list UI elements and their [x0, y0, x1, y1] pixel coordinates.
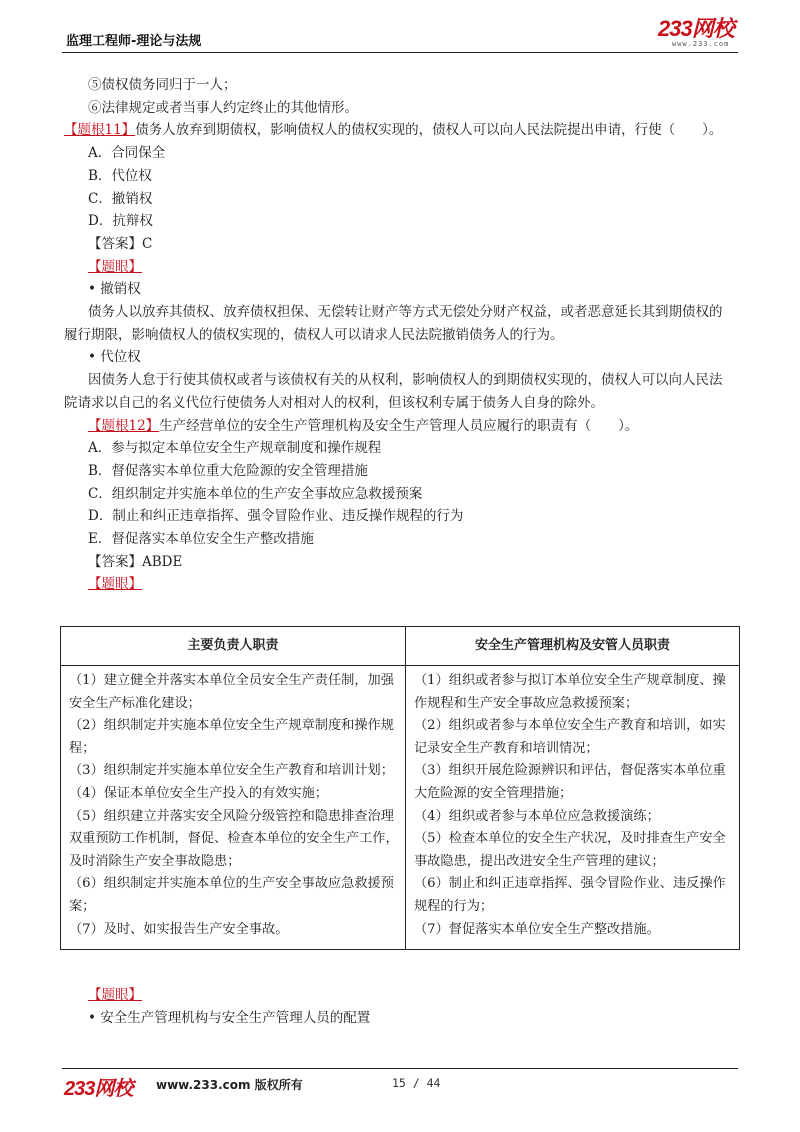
bullet-item: • 代位权 — [88, 346, 728, 369]
question-tag: 【题根12】 — [88, 417, 160, 434]
explanation-paragraph: 因债务人怠于行使其债权或者与该债权有关的从权利，影响债权人的到期债权实现的，债权人可以向人民法院请求以自己的名义代位行使债务人对相对人的权利，但该权利专属于债务人自身的除外。 — [64, 372, 723, 411]
duty-item: （2）组织制定并实施本单位安全生产规章制度和操作规程； — [69, 718, 394, 756]
question-text: 债务人放弃到期债权，影响债权人的债权实现的，债权人可以向人民法院提出申请，行使（ ）。 — [135, 122, 723, 139]
option-item: A．参与拟定本单位安全生产规章制度和操作规程 — [88, 440, 382, 457]
duty-item: （3）组织制定并实施本单位安全生产教育和培训计划； — [69, 763, 394, 779]
explanation-paragraph: 债务人以放弃其债权、放弃债权担保、无偿转让财产等方式无偿处分财产权益，或者恶意延长其到期债权的履行期限，影响债权人的债权实现的，债权人可以请求人民法院撤销债务人的行为。 — [64, 304, 723, 343]
footer-logo: 233网校 — [64, 1078, 133, 1100]
option-item: C．组织制定并实施本单位的生产安全事故应急救援预案 — [88, 485, 423, 502]
duty-item: （6）组织制定并实施本单位的生产安全事故应急救援预案； — [69, 876, 394, 914]
document-header-title: 监理工程师-理论与法规 — [66, 34, 202, 49]
option-item: C．撤销权 — [88, 190, 153, 207]
eye-tag: 【题眼】 — [88, 576, 142, 593]
page-number: 15 / 44 — [392, 1076, 441, 1090]
bullet-item: • 撤销权 — [88, 278, 728, 301]
duty-comparison-table — [60, 626, 740, 950]
duty-item: （3）组织开展危险源辨识和评估，督促落实本单位重大危险源的安全管理措施； — [414, 763, 726, 801]
option-item: B．代位权 — [88, 167, 152, 184]
duty-item: （4）组织或者参与本单位应急救援演练； — [414, 808, 660, 824]
logo-url: www.233.com — [672, 40, 730, 48]
question-11 — [64, 119, 728, 142]
eye-tag: 【题眼】 — [88, 987, 142, 1003]
table-header-row — [61, 627, 740, 666]
question-tag: 【题根11】 — [64, 122, 136, 139]
table-header-cell: 主要负责人职责 — [61, 627, 406, 666]
page-content — [64, 74, 728, 596]
duty-item: （2）组织或者参与本单位安全生产教育和培训，如实记录安全生产教育和培训情况； — [414, 718, 726, 756]
list-item: ⑥法律规定或者当事人约定终止的其他情形。 — [88, 99, 358, 116]
header-divider — [62, 52, 738, 53]
footer-copyright: www.233.com 版权所有 — [156, 1078, 303, 1092]
option-item: A．合同保全 — [88, 145, 166, 162]
list-item: ⑤债权债务同归于一人； — [88, 77, 237, 93]
table-cell-left — [61, 666, 406, 950]
duty-item: （1）组织或者参与拟订本单位安全生产规章制度、操作规程和生产安全事故应急救援预案； — [414, 673, 726, 711]
duty-item: （7）督促落实本单位安全生产整改措施。 — [414, 921, 660, 937]
table-header-cell: 安全生产管理机构及安管人员职责 — [406, 627, 740, 666]
table-cell-right — [406, 666, 740, 950]
question-text: 生产经营单位的安全生产管理机构及安全生产管理人员应履行的职责有（ ）。 — [159, 417, 639, 434]
option-item: D．抗辩权 — [88, 213, 153, 230]
duty-item: （5）检查本单位的安全生产状况，及时排查生产安全事故隐患，提出改进安全生产管理的建议； — [414, 831, 726, 869]
answer-text: 【答案】C — [88, 235, 153, 252]
closing-section — [88, 984, 728, 1029]
logo-text: 233网校 — [658, 16, 734, 41]
option-item: B．督促落实本单位重大危险源的安全管理措施 — [88, 462, 368, 479]
option-item: E．督促落实本单位安全生产整改措施 — [88, 531, 314, 548]
option-item: D．制止和纠正违章指挥、强令冒险作业、违反操作规程的行为 — [88, 508, 464, 525]
bullet-item: • 安全生产管理机构与安全生产管理人员的配置 — [88, 1007, 728, 1030]
table-row — [61, 666, 740, 950]
answer-text: 【答案】ABDE — [88, 553, 183, 570]
duty-item: （7）及时、如实报告生产安全事故。 — [69, 921, 289, 937]
duty-item: （5）组织建立并落实安全风险分级管控和隐患排查治理双重预防工作机制，督促、检查本单位的安全生产工作，及时消除生产安全事故隐患； — [69, 808, 399, 869]
duty-item: （6）制止和纠正违章指挥、强令冒险作业、违反操作规程的行为； — [414, 876, 726, 914]
eye-tag: 【题眼】 — [88, 258, 142, 275]
duty-item: （1）建立健全并落实本单位全员安全生产责任制，加强安全生产标准化建设； — [69, 673, 394, 711]
brand-logo — [658, 18, 744, 52]
question-12 — [88, 415, 728, 438]
footer-divider — [62, 1068, 738, 1069]
duty-item: （4）保证本单位安全生产投入的有效实施； — [69, 785, 328, 801]
